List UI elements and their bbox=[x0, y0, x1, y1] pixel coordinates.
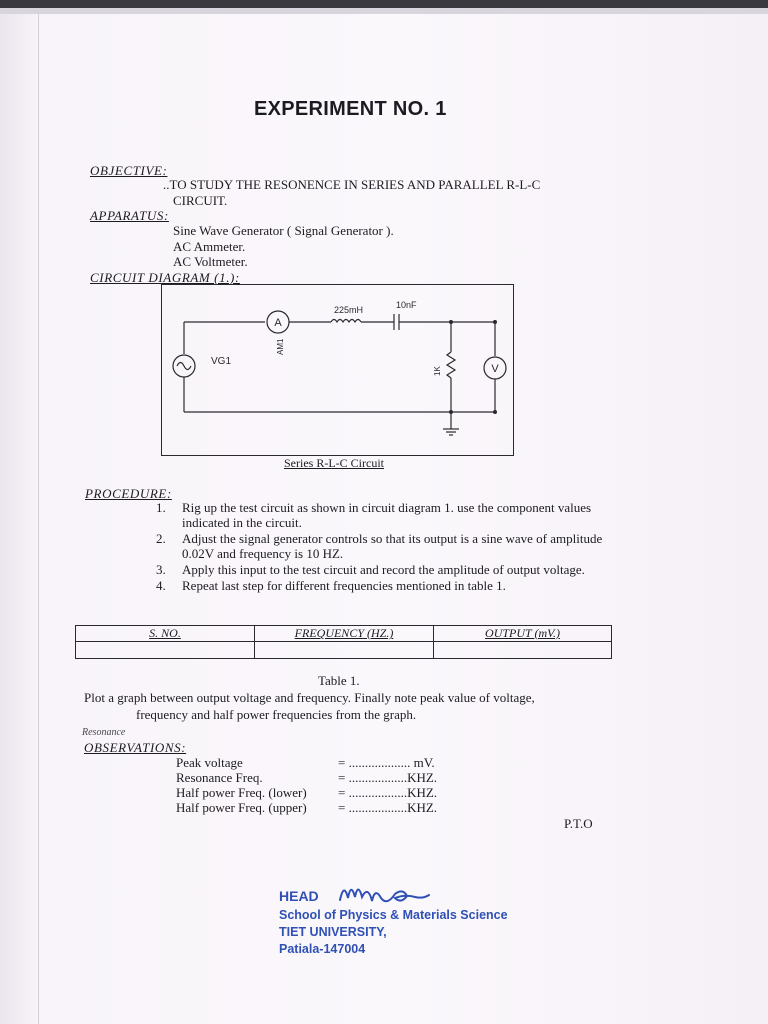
handwritten-annotation: Resonance bbox=[82, 727, 126, 738]
table-cell bbox=[255, 642, 434, 659]
stamp-head: HEAD bbox=[279, 888, 319, 904]
inductor-label: 225mH bbox=[334, 305, 364, 315]
step-text: Repeat last step for different frequencies mentioned in table 1. bbox=[182, 578, 506, 593]
frequency-table bbox=[75, 625, 612, 659]
objective-line-2: CIRCUIT. bbox=[173, 193, 228, 208]
step-text: Apply this input to the test circuit and record the amplitude of output voltage. bbox=[182, 562, 585, 577]
observation-label-resonance: Resonance Freq. bbox=[176, 770, 263, 785]
scan-top-shadow bbox=[0, 8, 768, 14]
circuit-heading: CIRCUIT DIAGRAM (1.): bbox=[90, 270, 240, 285]
observation-label-upper: Half power Freq. (upper) bbox=[176, 800, 307, 815]
source-label: VG1 bbox=[211, 356, 232, 367]
stamp-line-2: TIET UNIVERSITY, bbox=[279, 925, 387, 939]
plot-instruction-line-1: Plot a graph between output voltage and frequency. Finally note peak value of voltage, bbox=[84, 690, 535, 705]
observation-value-peak: = ................... mV. bbox=[338, 755, 435, 770]
observation-label-peak: Peak voltage bbox=[176, 755, 243, 770]
resistor-label: 1K bbox=[433, 366, 442, 376]
step-number: 2. bbox=[156, 531, 166, 546]
table-row bbox=[76, 642, 612, 659]
page-title: EXPERIMENT NO. 1 bbox=[254, 98, 447, 120]
apparatus-item-3: AC Voltmeter. bbox=[173, 254, 248, 269]
voltmeter-symbol-label: V bbox=[491, 363, 499, 375]
table-cell bbox=[76, 642, 255, 659]
scan-top-edge bbox=[0, 0, 768, 8]
observations-heading: OBSERVATIONS: bbox=[84, 740, 187, 755]
table-cell bbox=[434, 642, 612, 659]
objective-heading: OBJECTIVE: bbox=[90, 163, 168, 178]
ammeter-name-label: AM1 bbox=[276, 338, 285, 355]
step-number: 1. bbox=[156, 500, 166, 515]
ammeter-symbol-label: A bbox=[274, 317, 282, 329]
step-number: 3. bbox=[156, 562, 166, 577]
plot-instruction-line-2: frequency and half power frequencies from the graph. bbox=[136, 707, 417, 722]
apparatus-heading: APPARATUS: bbox=[90, 208, 169, 223]
procedure-list bbox=[156, 500, 626, 594]
table-caption: Table 1. bbox=[318, 673, 360, 688]
circuit-caption: Series R-L-C Circuit bbox=[284, 456, 384, 470]
procedure-step bbox=[156, 531, 626, 561]
capacitor-label: 10nF bbox=[396, 300, 417, 310]
table-header-frequency: FREQUENCY (HZ.) bbox=[255, 626, 434, 642]
procedure-heading: PROCEDURE: bbox=[85, 486, 172, 501]
procedure-step bbox=[156, 562, 626, 577]
step-text: Rig up the test circuit as shown in circuit diagram 1. use the component values indicated in the circuit. bbox=[182, 500, 592, 530]
apparatus-item-1: Sine Wave Generator ( Signal Generator ). bbox=[173, 223, 394, 238]
page-margin-line bbox=[38, 14, 39, 1024]
stamp-line-1: School of Physics & Materials Science bbox=[279, 908, 508, 922]
step-number: 4. bbox=[156, 578, 166, 593]
apparatus-item-2: AC Ammeter. bbox=[173, 239, 246, 254]
pto-note: P.T.O bbox=[564, 816, 593, 831]
observation-label-lower: Half power Freq. (lower) bbox=[176, 785, 307, 800]
procedure-step bbox=[156, 578, 626, 593]
table-header-output: OUTPUT (mV.) bbox=[434, 626, 612, 642]
stamp-line-3: Patiala-147004 bbox=[279, 942, 366, 956]
table-header-sno: S. NO. bbox=[76, 626, 255, 642]
procedure-step bbox=[156, 500, 626, 530]
observation-value-resonance: = ..................KHZ. bbox=[338, 770, 438, 785]
objective-line-1: ..TO STUDY THE RESONENCE IN SERIES AND PARALLEL R-L-C bbox=[163, 177, 541, 192]
observation-value-upper: = ..................KHZ. bbox=[338, 800, 438, 815]
observation-value-lower: = ..................KHZ. bbox=[338, 785, 438, 800]
step-text: Adjust the signal generator controls so that its output is a sine wave of amplitude 0.02V and frequency is 10 HZ. bbox=[182, 531, 603, 561]
circuit-diagram bbox=[161, 284, 515, 457]
signature-icon bbox=[336, 878, 446, 908]
